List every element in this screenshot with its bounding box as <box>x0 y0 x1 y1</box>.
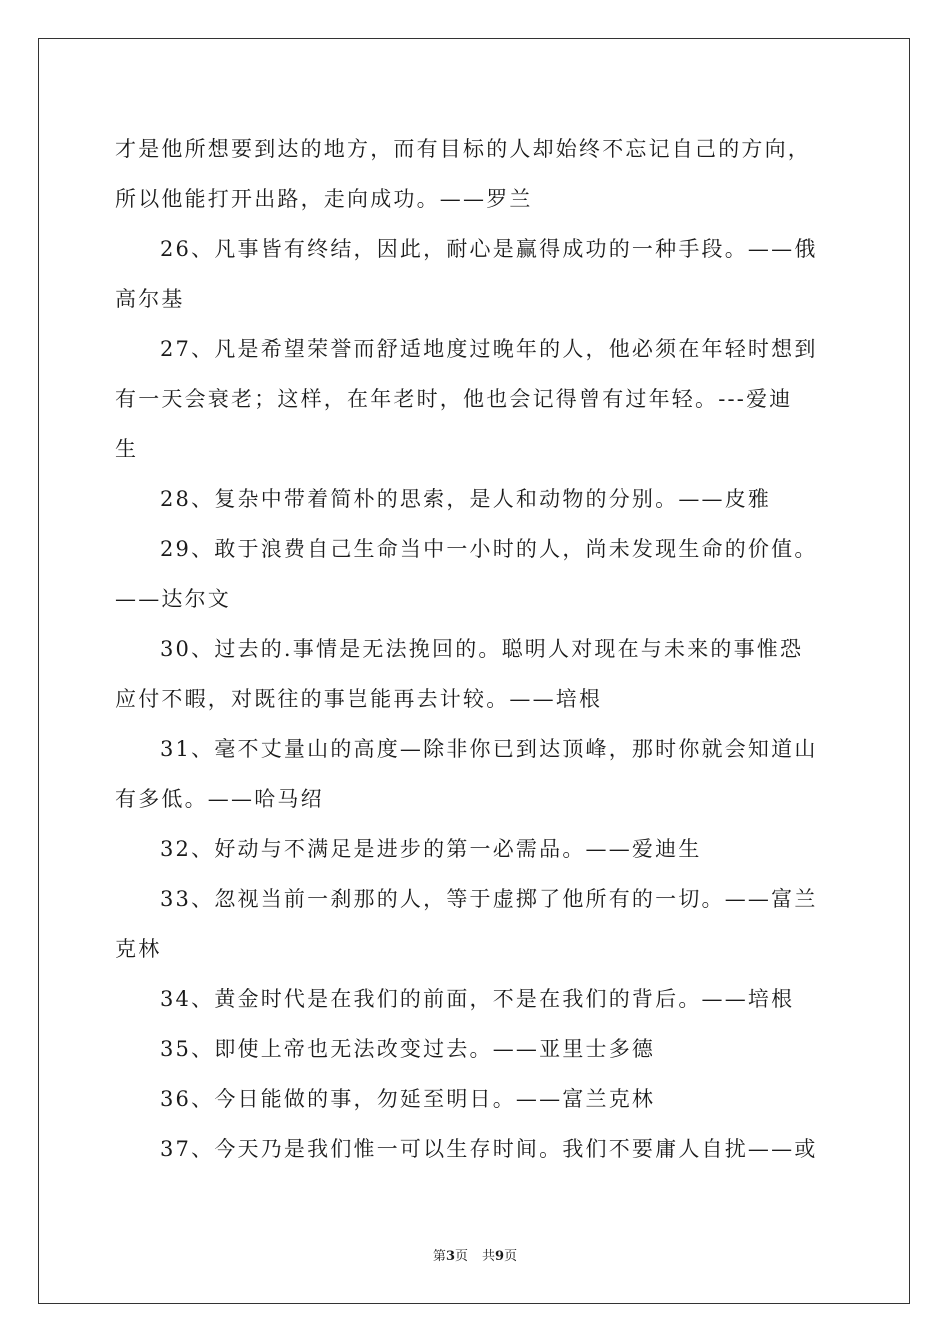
text-line: 34、黄金时代是在我们的前面，不是在我们的背后。——培根 <box>160 987 795 1011</box>
text-line: 31、毫不丈量山的高度—除非你已到达顶峰，那时你就会知道山 <box>160 737 818 761</box>
text-line: 生 <box>115 437 139 461</box>
total-prefix: 共 <box>482 1249 496 1264</box>
text-line: 36、今日能做的事，勿延至明日。——富兰克林 <box>160 1087 656 1111</box>
text-line: 有一天会衰老；这样，在年老时，他也会记得曾有过年轻。---爱迪 <box>115 387 793 411</box>
text-line: 克林 <box>115 937 162 961</box>
total-pages: 9 <box>495 1249 505 1264</box>
text-line: 有多低。——哈马绍 <box>115 787 324 811</box>
page-footer <box>0 1247 950 1267</box>
text-line: 所以他能打开出路，走向成功。——罗兰 <box>115 187 533 211</box>
text-line: 29、敢于浪费自己生命当中一小时的人，尚未发现生命的价值。 <box>160 537 818 561</box>
text-line: 30、过去的.事情是无法挽回的。聪明人对现在与未来的事惟恐 <box>160 637 804 661</box>
page-number: 3 <box>445 1249 455 1264</box>
text-line: 27、凡是希望荣誉而舒适地度过晚年的人，他必须在年轻时想到 <box>160 337 818 361</box>
text-line: 32、好动与不满足是进步的第一必需品。——爱迪生 <box>160 837 702 861</box>
text-line: ——达尔文 <box>115 587 231 611</box>
page-suffix: 页 <box>454 1249 468 1264</box>
text-line: 37、今天乃是我们惟一可以生存时间。我们不要庸人自扰——或 <box>160 1137 818 1161</box>
text-line: 应付不暇，对既往的事岂能再去计较。——培根 <box>115 687 603 711</box>
page-prefix: 第 <box>432 1249 446 1264</box>
text-line: 26、凡事皆有终结，因此，耐心是赢得成功的一种手段。——俄 <box>160 237 818 261</box>
text-line: 28、复杂中带着简朴的思索，是人和动物的分别。——皮雅 <box>160 487 772 511</box>
text-line: 才是他所想要到达的地方，而有目标的人却始终不忘记自己的方向， <box>115 137 811 161</box>
text-line: 高尔基 <box>115 287 185 311</box>
document-body <box>115 124 835 1174</box>
text-line: 35、即使上帝也无法改变过去。——亚里士多德 <box>160 1037 656 1061</box>
text-line: 33、忽视当前一刹那的人，等于虚掷了他所有的一切。——富兰 <box>160 887 818 911</box>
total-suffix: 页 <box>504 1249 518 1264</box>
